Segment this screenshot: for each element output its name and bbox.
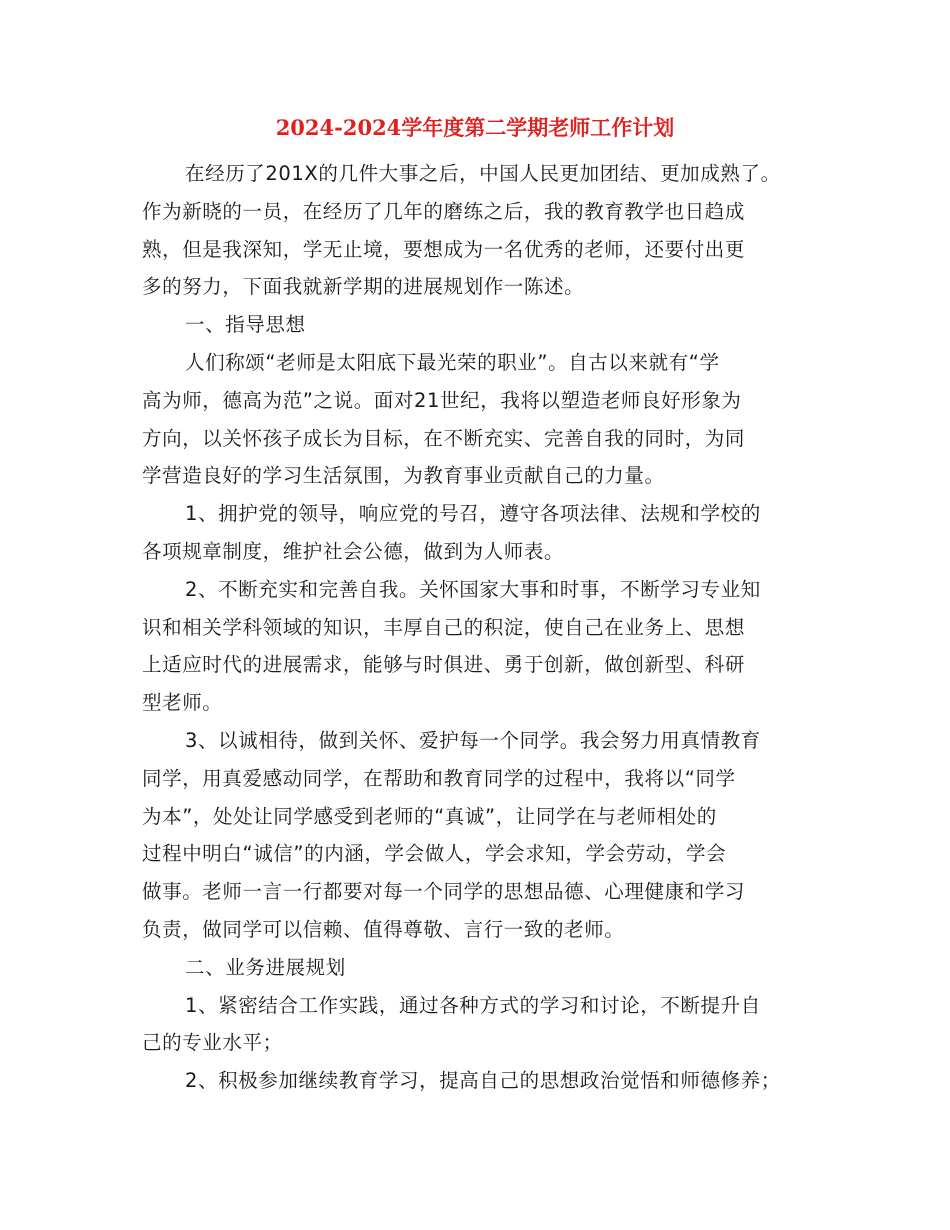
text-line: 上适应时代的进展需求，能够与时俱进、勇于创新，做创新型、科研 (142, 653, 746, 677)
text-line: 2、积极参加继续教育学习，提高自己的思想政治觉悟和师德修养； (185, 1069, 781, 1093)
document-body (142, 160, 832, 1105)
text-line: 识和相关学科领域的知识，丰厚自己的积淀，使自己在业务上、思想 (142, 615, 746, 639)
text-line: 人们称颂“老师是太阳底下最光荣的职业”。自古以来就有“学 (185, 350, 720, 374)
text-line: 1、紧密结合工作实践，通过各种方式的学习和讨论，不断提升自 (185, 993, 761, 1017)
text-line: 高为师，德高为范”之说。面对21世纪，我将以塑造老师良好形象为 (142, 388, 742, 412)
text-line: 同学，用真爱感动同学，在帮助和教育同学的过程中，我将以“同学 (142, 766, 736, 790)
text-line: 1、拥护党的领导，响应党的号召，遵守各项法律、法规和学校的 (185, 502, 761, 526)
text-line: 负责，做同学可以信赖、值得尊敬、言行一致的老师。 (142, 917, 625, 941)
text-line: 己的专业水平； (142, 1031, 283, 1055)
text-line: 在经历了201X的几件大事之后，中国人民更加团结、更加成熟了。 (185, 162, 781, 185)
text-line: 多的努力，下面我就新学期的进展规划作一陈述。 (142, 275, 585, 299)
text-line: 作为新晓的一员，在经历了几年的磨练之后，我的教育教学也日趋成 (142, 199, 746, 223)
text-line: 各项规章制度，维护社会公德，做到为人师表。 (142, 539, 565, 563)
text-line: 做事。老师一言一行都要对每一个同学的思想品德、心理健康和学习 (142, 880, 746, 904)
document-title: 2024-2024学年度第二学期老师工作计划 (275, 115, 675, 140)
text-line: 3、以诚相待，做到关怀、爱护每一个同学。我会努力用真情教育 (185, 728, 761, 752)
text-line: 为本”，处处让同学感受到老师的“真诚”，让同学在与老师相处的 (142, 804, 717, 828)
text-line: 熟，但是我深知，学无止境，要想成为一名优秀的老师，还要付出更 (142, 237, 746, 261)
text-line: 二、业务进展规划 (185, 955, 346, 979)
text-line: 一、指导思想 (185, 313, 306, 337)
text-line: 型老师。 (142, 691, 223, 715)
text-line: 学营造良好的学习生活氛围，为教育事业贡献自己的力量。 (142, 464, 665, 488)
text-line: 2、不断充实和完善自我。关怀国家大事和时事，不断学习专业知 (185, 577, 761, 601)
text-line: 方向，以关怀孩子成长为目标，在不断充实、完善自我的同时，为同 (142, 426, 746, 450)
text-line: 过程中明白“诚信”的内涵，学会做人，学会求知，学会劳动，学会 (142, 842, 727, 866)
